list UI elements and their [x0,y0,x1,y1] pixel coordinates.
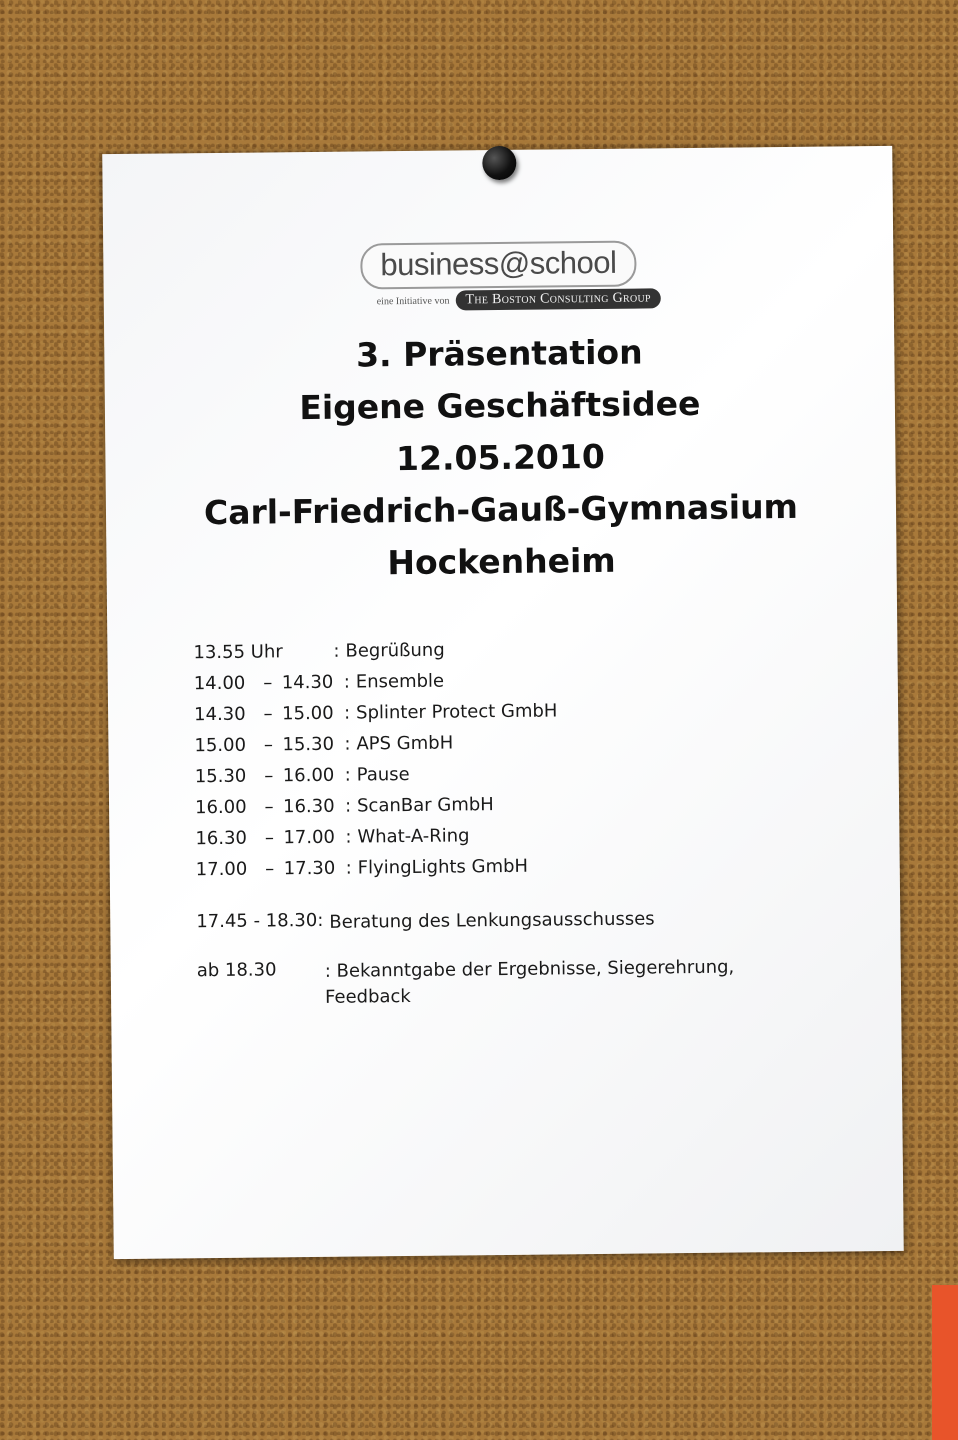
pushpin-icon [482,146,516,180]
schedule-activity: Ensemble [355,670,445,693]
schedule-dash: – [264,827,275,849]
schedule-to: 15.30 [282,733,335,756]
schedule-from: 16.00 [194,796,247,819]
schedule-activity: APS GmbH [356,732,454,755]
schedule-from: 16.30 [195,827,248,850]
bcg-badge: The Boston Consulting Group [455,288,661,310]
schedule-to: 17.00 [283,826,336,849]
title-block [104,324,897,592]
extra-row [197,950,838,1013]
schedule-colon: : [344,795,352,817]
logo-brand: business@school [380,244,617,283]
title-line: Eigene Geschäftsidee [299,383,701,428]
schedule-from: 15.00 [194,734,247,757]
schedule-colon: : [345,857,352,879]
schedule-from: 17.00 [195,858,248,881]
schedule-activity: Begrüßung [345,639,445,662]
extra-time: ab 18.30 [196,959,277,982]
logo-pill [360,241,636,290]
schedule-time: 13.55 Uhr [193,641,283,664]
schedule-activity: What-A-Ring [357,825,470,848]
schedule-to: 16.30 [282,795,335,818]
title-line: Carl-Friedrich-Gauß-Gymnasium [203,486,799,533]
schedule-from: 14.00 [193,672,246,695]
schedule-colon: : [344,764,351,786]
schedule-colon: : [343,702,351,724]
schedule-colon: : [333,640,340,662]
schedule-dash: – [265,858,275,880]
notice-sheet [102,146,904,1259]
schedule-from: 14.30 [194,703,246,726]
business-at-school-logo [103,238,894,314]
schedule-dash: – [264,765,274,787]
schedule-activity: Pause [356,763,410,786]
schedule [193,631,837,1013]
schedule-to: 15.00 [281,702,334,725]
schedule-dash: – [263,703,273,725]
schedule-from: 15.30 [194,765,247,788]
logo-initiative-prefix: eine Initiative von [376,295,450,307]
schedule-to: 14.30 [281,671,334,694]
orange-tab [932,1285,958,1440]
schedule-dash: – [264,796,274,818]
title-line: 12.05.2010 [395,436,606,479]
schedule-activity: ScanBar GmbH [356,794,494,817]
extra-activity: Beratung des Lenkungsausschusses [329,908,655,933]
logo-subline [144,286,894,314]
title-line: Hockenheim [387,540,616,583]
schedule-colon: : [345,826,352,848]
extra-activity: : Bekanntgabe der Ergebnisse, Siegerehrung, Feedback [324,956,735,1008]
schedule-colon: : [343,671,350,693]
schedule-to: 16.00 [282,764,335,787]
extra-time: 17.45 - 18.30: [196,909,324,933]
schedule-activity: Splinter Protect GmbH [355,700,558,724]
schedule-dash: – [263,672,273,694]
title-line: 3. Präsentation [355,332,643,375]
schedule-colon: : [344,733,351,755]
schedule-dash: – [263,734,274,756]
schedule-activity: FlyingLights GmbH [357,855,529,879]
schedule-to: 17.30 [283,857,336,880]
